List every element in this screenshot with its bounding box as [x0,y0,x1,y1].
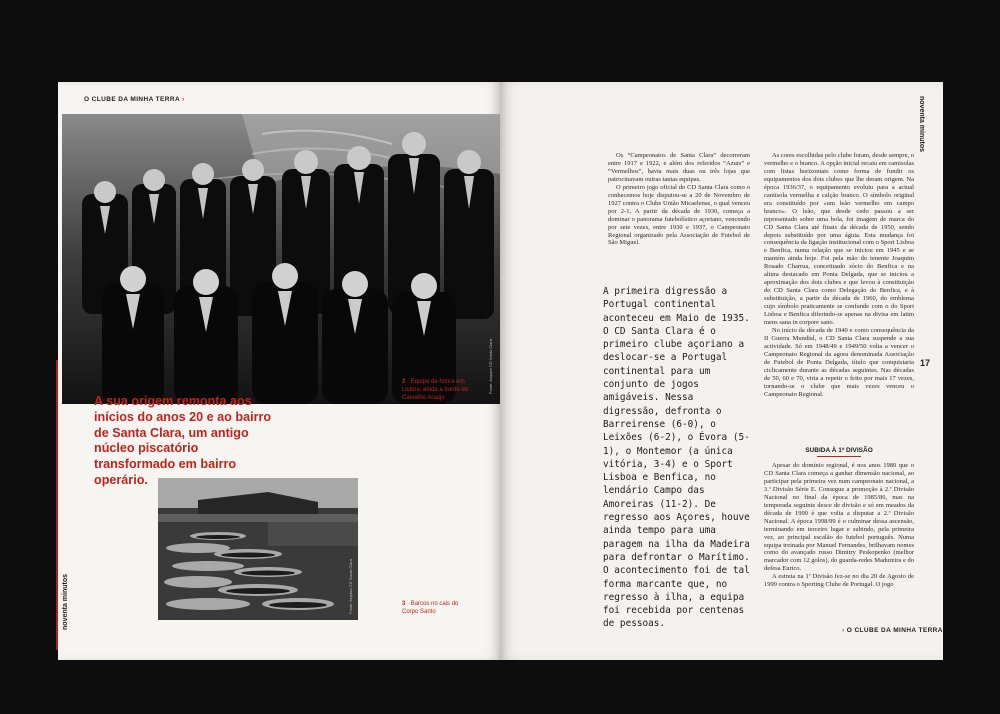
subsection-column [764,462,914,589]
boats-photo-illustration [158,478,358,620]
running-head-right: noventa minutos [918,96,925,153]
subhead: SUBIDA À 1ª DIVISÃO [764,447,914,457]
team-photo-illustration [62,114,500,404]
left-page [58,82,500,660]
page-number: 17 [920,358,931,368]
photo-credit-top: Fonte: Arquivo CD Santa Clara [488,339,493,394]
right-page [500,82,943,660]
caption-top-number: 2 [402,379,406,385]
right-paragraph-2: No início da década de 1940 e como consequência da II Guerra Mundial, o CD Santa Clara suspende a sua actividade. Só em 1948/49 e 1949/50 volta a vencer o Campeonato Regional da agora denominada Associação de Futebol de Ponta Delgada, título que conquistaria ciclicamente durante as décadas seguintes. Nas décadas de 50, 60 e 70, viria a repetir o feito por mais 17 vezes, tornando-se o clube que mais vezes venceu o Campeonato Regional. [764,326,914,398]
intro-paragraph-2: O primeiro jogo oficial do CD Santa Clara como o conhecemos hoje disputou-se a 20 de Novembro de 1927 contra o Clube União Micaelense, o qual venceu por 2-1. A partir da década de 1930, começa a dominar o panorama futebolístico açoriano, vencendo por sete vezes, entre 1930 e 1937, o Campeonato Regional organizado pela Associação de Futebol de São Miguel. [608,183,750,247]
footer-text: O CLUBE DA MINHA TERRA [846,627,943,634]
team-photo-top [62,114,500,404]
highlight-text: A primeira digressão a Portugal continental aconteceu em Maio de 1935. O CD Santa Clara é o primeiro clube açoriano a deslocar-se a Portugal continental para um conjunto de jogos amigáveis. Nessa digressão, defronta o Barreirense (6-0), o Leixões (6-2), o Évora (5-1), o Montemor (a única vitória, 3-4) e o Sport Lisboa e Benfica, no lendário Campo das Amoreiras (11-2). De regresso aos Açores, houve ainda tempo para uma paragem na ilha da Madeira para defrontar o Marítimo. O acontecimento foi de tal forma marcante que, no regresso à ilha, a equipa foi recebida por centenas de pessoas. [603,286,750,630]
spine-label: noventa minutos [62,573,69,630]
intro-paragraph-1: Os “Campeonatos de Santa Clara” decorreram entre 1917 e 1922, e além dos referidos “Azuis” e “Vermelhos”, havia mais duas ou três lojas que patrocinavam outras tantas equipas. [608,152,750,183]
caption-top-text: Equipa de honra em Lisboa, ainda a bordo do Carvalho Araújo [402,379,469,401]
intro-column [608,152,750,247]
pull-quote: A sua origem remonta aos inícios do anos 20 e ao bairro de Santa Clara, um antigo núcleo piscatório transformado em bairro operário. [94,394,272,487]
boats-photo [158,478,358,620]
footer [842,627,943,634]
caption-top: 2 · Equipa de honra em Lisboa, ainda a bordo do Carvalho Araújo [402,379,469,401]
subsection-paragraph-1: Apesar do domínio regional, é nos anos 1980 que o CD Santa Clara começa a ganhar dimensão nacional, ao participar pela primeira vez num campeonato nacional, a 3.ª Divisão Série E. Consegue a promoção à 2.ª Divisão Nacional no final da época de 1985/86, mas na temporada seguinte desce de divisão e só em meados da década de 1990 é que volta a disputar a 2.ª Divisão Nacional. A época 1998/99 é o culminar dessa ascensão, terminando em terceiro lugar e subindo, pela primeira vez, ao principal escalão do futebol português. Numa equipa treinada por Manuel Fernandes, brilhavam nomes como do avançado russo Dimitry Peskopenko (melhor marcador com 12 golos), do guarda-redes Madureira e do defesa Eurico. [764,462,914,573]
running-head-mark: › [182,96,185,103]
caption-bottom: 3 · Barcos no cais do Corpo Santo [402,601,459,615]
subsection-paragraph-2: A estreia na 1ª Divisão fez-se no dia 20 de Agosto de 1999 contra o Sporting Clube de Portugal. O jogo [764,573,914,589]
caption-bottom-number: 3 [402,601,406,607]
right-paragraph-1: As cores escolhidas pelo clube foram, desde sempre, o vermelho e o branco. A opção inicial recaiu em camisolas com listas horizontais como forma de fundir os equipamentos dos dois clubes que lhe deram origem. Na época 1936/37, o equipamento evoluiu para a actual camisola vermelha e calção branco. O símbolo original era constituído por «um leão vermelho em campo branco». O leão, que desde cedo passou a ser representado sobre uma bola, foi imagem de marca do CD Santa Clara até finais da década de 1950, sendo depois substituído por uma águia. Esta mudança foi consequência da ligação institucional com o Sport Lisboa e Benfica, numa relação que se iniciou em 1945 e se mantém ainda hoje. Foi pela mão do tenente Joaquim Rosado Charrua, conceituado sócio do Benfica e na altura destacado em Ponta Delgada, que se iniciou a aproximação dos dois clubes e que levou à constituição do CD Santa Clara como Delegação do Benfica, e à substituição, a partir da década de 1960, do emblema cujo símbolo praticamente se confunde com o do Sport Lisboa e Benfica diferindo-se apenas na divisa em latim mens sana in corpore sano. [764,152,914,327]
running-head-text: O CLUBE DA MINHA TERRA [84,96,180,103]
right-column [764,152,914,399]
photo-credit-bottom: Fonte: Arquivo CD Santa Clara [348,559,353,614]
footer-mark: › [842,627,845,634]
running-head-left [84,96,185,103]
caption-bottom-text: Barcos no cais do Corpo Santo [402,601,459,615]
